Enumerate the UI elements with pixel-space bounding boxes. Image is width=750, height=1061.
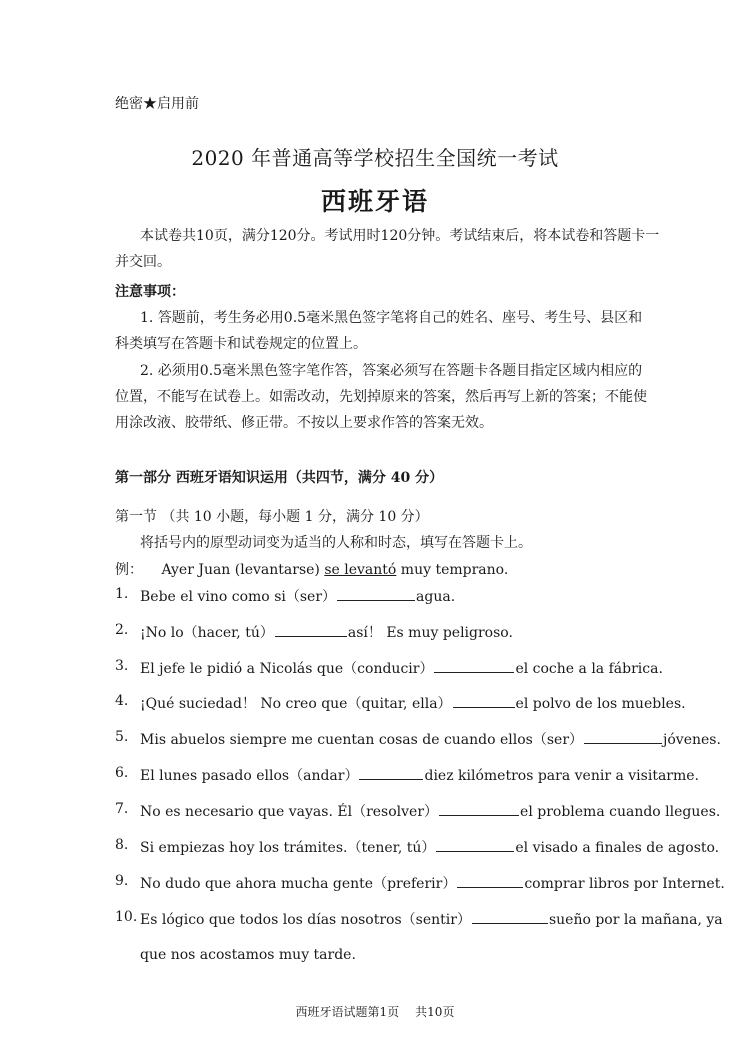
question-number: 1. — [115, 586, 129, 602]
question-text — [140, 765, 699, 785]
answer-blank — [359, 765, 423, 780]
question-number: 3. — [115, 658, 129, 674]
note-2-line-2: 位置，不能写在试卷上。如需改动，先划掉原来的答案，然后再写上新的答案；不能使 — [115, 389, 647, 405]
question-number: 10. — [115, 909, 138, 925]
note-1-line-2: 科类填写在答题卡和试卷规定的位置上。 — [115, 336, 367, 352]
question-number: 6. — [115, 765, 129, 781]
example-before: Ayer Juan (levantarse) — [161, 562, 325, 578]
question-prompt: Si empiezas hoy los trámites.（tener, tú） — [140, 840, 436, 856]
answer-blank — [457, 873, 523, 888]
question-text — [140, 729, 721, 749]
note-1-line-1: 1. 答题前，考生务必用0.5毫米黑色签字笔将自己的姓名、座号、考生号、县区和 — [140, 310, 643, 326]
question-prompt: No dudo que ahora mucha gente（preferir） — [140, 876, 457, 892]
page-footer — [0, 1003, 750, 1020]
question-number: 5. — [115, 729, 129, 745]
question-prompt: Es lógico que todos los días nosotros（sentir） — [140, 912, 471, 928]
question-ending: el polvo de los muebles. — [515, 696, 686, 712]
question-ending: el coche a la fábrica. — [515, 661, 663, 677]
answer-blank — [434, 658, 514, 673]
question-ending: comprar libros por Internet. — [524, 876, 725, 892]
question-continuation: que nos acostamos muy tarde. — [140, 947, 356, 963]
question-prompt: El lunes pasado ellos（andar） — [140, 768, 359, 784]
question-prompt: El jefe le pidió a Nicolás que（conducir） — [140, 661, 434, 677]
question-text — [140, 586, 455, 606]
intro-line-2: 并交回。 — [115, 254, 171, 270]
section1-instruction: 将括号内的原型动词变为适当的人称和时态，填写在答题卡上。 — [140, 535, 532, 551]
question-number: 4. — [115, 693, 129, 709]
question-text — [140, 873, 725, 893]
question-number: 9. — [115, 873, 129, 889]
question-prompt: ¡No lo（hacer, tú） — [140, 625, 274, 641]
question-prompt: No es necesario que vayas. Él（resolver） — [140, 804, 439, 820]
note-2-line-3: 用涂改液、胶带纸、修正带。不按以上要求作答的答案无效。 — [115, 415, 493, 431]
question-ending: agua. — [416, 589, 456, 605]
footer-total-pages: 共10页 — [415, 1005, 455, 1019]
answer-blank — [453, 693, 515, 708]
question-number: 8. — [115, 837, 129, 853]
notes-heading: 注意事项： — [115, 284, 185, 300]
question-ending: sueño por la mañana, ya — [548, 912, 723, 928]
answer-blank — [439, 801, 519, 816]
question-ending: así！ Es muy peligroso. — [347, 625, 513, 641]
question-text — [140, 693, 686, 713]
question-number: 7. — [115, 801, 129, 817]
question-text — [140, 837, 719, 857]
question-ending: el problema cuando llegues. — [520, 804, 721, 820]
question-text — [140, 909, 723, 929]
question-ending: jóvenes. — [663, 732, 721, 748]
question-ending: el visado a finales de agosto. — [515, 840, 720, 856]
question-text — [140, 658, 663, 678]
example-line — [115, 557, 508, 583]
footer-page-number: 西班牙语试题第1页 — [295, 1005, 400, 1019]
answer-blank — [275, 622, 347, 637]
answer-blank — [584, 729, 662, 744]
question-ending: diez kilómetros para venir a visitarme. — [424, 768, 699, 784]
answer-blank — [436, 837, 514, 852]
question-number: 2. — [115, 622, 129, 638]
example-label: 例： — [115, 562, 143, 578]
example-after: muy temprano. — [396, 562, 509, 578]
section1-heading: 第一节 （共 10 小题，每小题 1 分，满分 10 分） — [115, 509, 429, 525]
note-2-line-1: 2. 必须用0.5毫米黑色签字笔作答，答案必须写在答题卡各题目指定区域内相应的 — [140, 363, 643, 379]
example-answer: se levantó — [324, 562, 397, 578]
question-text — [140, 622, 513, 642]
question-prompt: ¡Qué suciedad！ No creo que（quitar, ella） — [140, 696, 452, 712]
question-text — [140, 801, 720, 821]
answer-blank — [472, 909, 548, 924]
exam-title: 2020 年普通高等学校招生全国统一考试 — [191, 146, 559, 170]
question-prompt: Bebe el vino como si（ser） — [140, 589, 337, 605]
confidential-label: 绝密★启用前 — [115, 96, 199, 112]
intro-line-1: 本试卷共10页，满分120分。考试用时120分钟。考试结束后，将本试卷和答题卡一 — [140, 228, 660, 244]
question-prompt: Mis abuelos siempre me cuentan cosas de cuando ellos（ser） — [140, 732, 584, 748]
subject-title: 西班牙语 — [320, 187, 429, 216]
part1-heading: 第一部分 西班牙语知识运用（共四节，满分 40 分） — [115, 470, 444, 486]
answer-blank — [337, 586, 415, 601]
